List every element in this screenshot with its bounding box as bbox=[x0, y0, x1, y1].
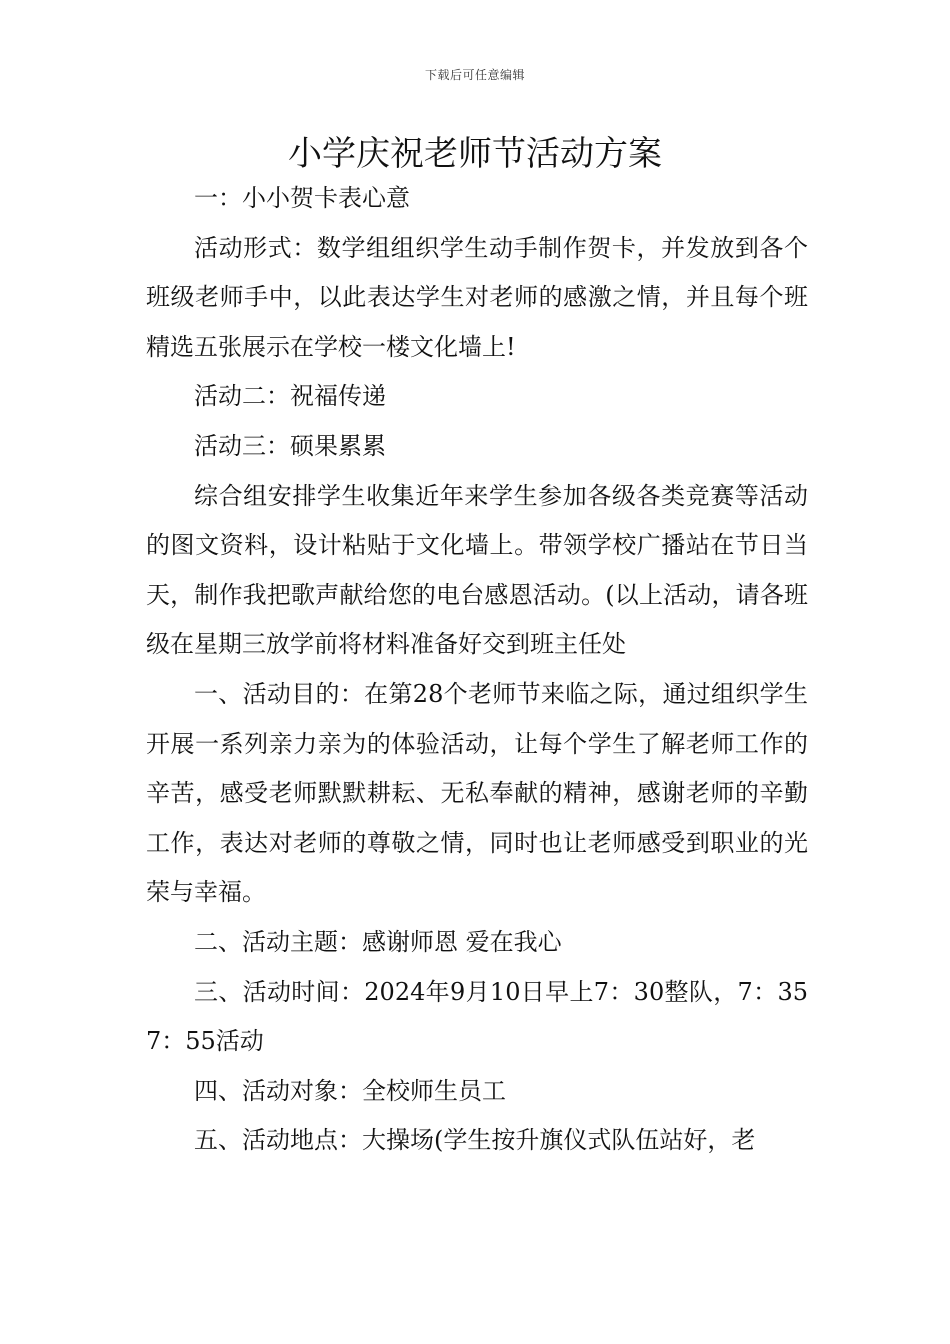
section-heading-activity-three: 活动三：硕果累累 bbox=[194, 431, 386, 460]
header-note: 下载后可任意编辑 bbox=[424, 68, 525, 82]
paragraph-activity-purpose: 一、活动目的：在第28个老师节来临之际，通过组织学生开展一系列亲力亲为的体验活动，让每个学生了解老师工作的辛苦，感受老师默默耕耘、无私奉献的精神，感谢老师的辛勤工作，表达对老师的尊敬之情，同时也让老师感受到职业的光荣与幸福。 bbox=[146, 679, 808, 907]
document-title: 小学庆祝老师节活动方案 bbox=[288, 134, 662, 174]
paragraph-activity-form: 活动形式：数学组组织学生动手制作贺卡，并发放到各个班级老师手中，以此表达学生对老师的感激之情，并且每个班精选五张展示在学校一楼文化墙上! bbox=[146, 233, 808, 361]
paragraph-activity-time: 三、活动时间：2024年9月10日早上7：30整队，7：357：55活动 bbox=[146, 977, 808, 1056]
paragraph-activity-audience: 四、活动对象：全校师生员工 bbox=[194, 1076, 506, 1105]
section-heading-greeting-card: 一：小小贺卡表心意 bbox=[194, 184, 410, 212]
paragraph-comprehensive-group: 综合组安排学生收集近年来学生参加各级各类竞赛等活动的图文资料，设计粘贴于文化墙上。带领学校广播站在节日当天，制作我把歌声献给您的电台感恩活动。(以上活动，请各班级在星期三放学前将材料准备好交到班主任处 bbox=[146, 481, 808, 659]
paragraph-activity-location: 五、活动地点：大操场(学生按升旗仪式队伍站好，老 bbox=[194, 1126, 756, 1155]
paragraph-activity-theme: 二、活动主题：感谢师恩 爱在我心 bbox=[194, 927, 562, 956]
section-heading-activity-two: 活动二：祝福传递 bbox=[194, 382, 386, 411]
document-body bbox=[146, 174, 808, 1166]
